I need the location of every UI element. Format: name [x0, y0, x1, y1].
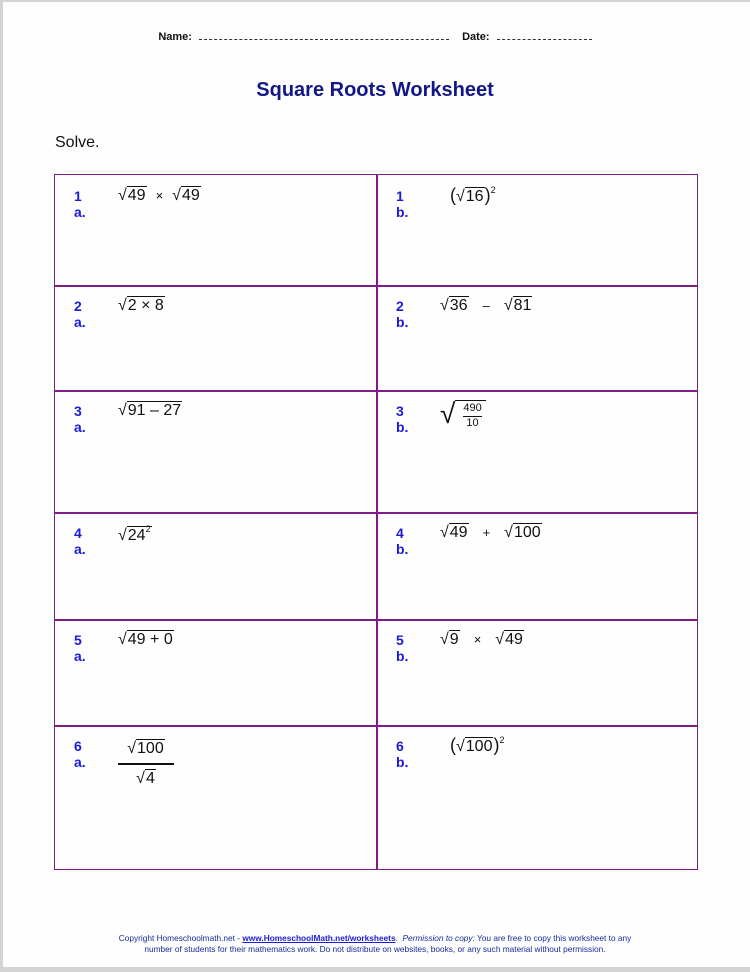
problem-grid [54, 174, 698, 870]
row-divider [55, 512, 697, 514]
radical-icon: √ [495, 631, 505, 648]
radical-icon: √ [118, 631, 127, 648]
row-divider [55, 619, 697, 621]
problem-label: 3 b. [396, 403, 409, 435]
expression: √49 + √100 [440, 524, 541, 541]
radical-icon: √ [127, 740, 137, 757]
column-divider [376, 175, 378, 869]
square-root: √100 [504, 524, 541, 541]
square-root-of-fraction [440, 399, 486, 430]
radical-icon: √ [504, 524, 513, 541]
radical-icon: √ [118, 187, 127, 204]
row-divider [55, 390, 697, 392]
problem-label: 6 a. [74, 738, 86, 770]
radical-icon: √ [118, 402, 127, 419]
expression: $(√100)^2$ [450, 735, 505, 755]
square-root: √49 + 0 [118, 631, 173, 648]
square-root: √49 [440, 524, 468, 541]
radical-icon: √ [172, 187, 181, 204]
expression [118, 297, 165, 315]
problem-label: 4 b. [396, 525, 409, 557]
square-root: √81 [503, 297, 532, 314]
expression [118, 402, 182, 420]
problem-label: 2 a. [74, 298, 86, 330]
square-root: √91 – 27 [118, 402, 182, 419]
name-field[interactable] [199, 29, 449, 40]
date-field[interactable] [497, 29, 592, 40]
square-root: √49 [172, 187, 200, 204]
square-root: √49 [495, 631, 523, 648]
copyright-footer: Copyright Homeschoolmath.net - www.HomeschoolMath.net/worksheets. Permission to copy: You are free to copy this worksheet to any number of students for their mathematics work. Do not distribute on websites, books, or any such material without permission. [118, 933, 632, 954]
radical-icon: √ [503, 297, 513, 314]
row-divider [55, 725, 697, 727]
problem-label: 4 a. [74, 525, 86, 557]
radical-icon: √ [440, 631, 449, 648]
square-root: √2 × 8 [118, 297, 164, 314]
problem-label: 3 a. [74, 403, 86, 435]
expression: √49 × √49 [118, 187, 200, 204]
expression: √9 × √49 [440, 631, 523, 648]
radical-icon: √ [136, 770, 145, 787]
problem-label: 5 a. [74, 632, 86, 664]
fraction [118, 740, 174, 788]
expression [440, 399, 486, 430]
problem-label: 2 b. [396, 298, 409, 330]
row-divider [55, 285, 697, 287]
name-label: Name: [158, 31, 192, 43]
square-root: √49 [118, 187, 146, 204]
radical-icon: √ [440, 398, 456, 429]
radical-icon: √ [456, 188, 465, 205]
fraction: $\frac{490}{10}$ [455, 400, 485, 430]
radical-icon: √ [118, 527, 127, 544]
radical-icon: √ [440, 524, 449, 541]
radical-icon: √ [440, 297, 449, 314]
problem-label: 1 b. [396, 188, 409, 220]
square-root: √9 [440, 631, 459, 648]
date-label: Date: [462, 31, 490, 43]
square-root: √100 [456, 738, 493, 755]
radical-icon: √ [118, 297, 127, 314]
instructions: Solve. [55, 134, 100, 151]
expression [118, 740, 174, 788]
expression: $(√16)^2$ [450, 185, 496, 205]
square-root: √100 [127, 740, 164, 757]
problem-label: 6 b. [396, 738, 409, 770]
name-date-line [0, 29, 750, 43]
problem-label: 5 b. [396, 632, 409, 664]
expression: √36 – √81 [440, 297, 532, 314]
page-title: Square Roots Worksheet [256, 79, 494, 101]
square-root: $√24^2$ [118, 524, 151, 544]
expression [118, 524, 152, 545]
expression [118, 631, 174, 649]
square-root: √4 [136, 770, 155, 787]
worksheets-link[interactable]: www.HomeschoolMath.net/worksheets [242, 933, 396, 943]
radical-icon: √ [456, 738, 465, 755]
problem-label: 1 a. [74, 188, 86, 220]
square-root: √16 [456, 188, 484, 205]
square-root: √36 [440, 297, 468, 314]
